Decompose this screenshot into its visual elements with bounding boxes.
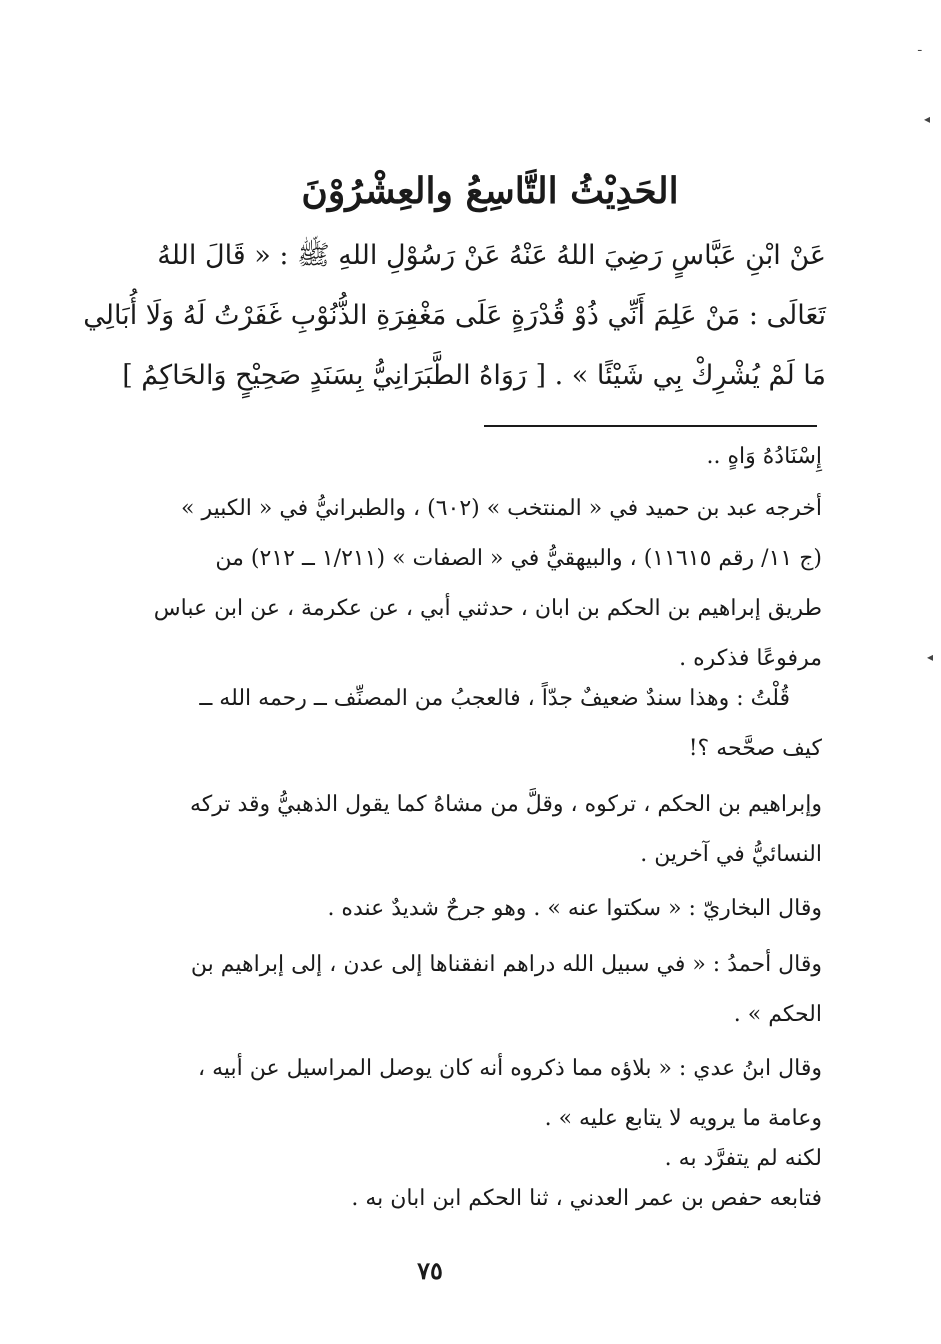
margin-mark: ـ	[918, 40, 922, 54]
footnote-divider	[484, 425, 817, 427]
isnad-note	[142, 432, 822, 482]
ibrahim-line: النسائيُّ في آخرين .	[640, 842, 822, 867]
ibn-adi-line: وعامة ما يرويه لا يتابع عليه » .	[544, 1106, 822, 1131]
hadith-title: الحَدِيْثُ التَّاسِعُ والعِشْرُوْنَ	[301, 170, 679, 212]
bukhari-paragraph	[142, 884, 822, 934]
hadith-line: مَا لَمْ يُشْرِكْ بِي شَيْئًا » . [ رَوَاهُ الطَّبَرَانِيُّ بِسَنَدٍ صَحِيْحٍ وَالحَاكِمُ ]	[122, 360, 826, 391]
lakinnahu-line: لكنه لم يتفرَّد به .	[664, 1146, 822, 1171]
ibn-adi-paragraph	[142, 1044, 822, 1144]
tabaahu-line: فتابعه حفص بن عمر العدني ، ثنا الحكم ابن ابان به .	[351, 1186, 822, 1211]
hadith-text	[83, 226, 826, 406]
ahmad-line: وقال أحمدُ : « في سبيل الله دراهم انفقناها إلى عدن ، إلى إبراهيم بن	[190, 952, 822, 977]
margin-mark: ◂	[927, 650, 934, 664]
takhrij-paragraph	[142, 484, 822, 684]
ahmad-line: الحكم » .	[733, 1002, 822, 1027]
tabaahu-paragraph	[142, 1174, 822, 1224]
qultu-line: قُلْتُ : وهذا سندٌ ضعيفٌ جدّاً ، فالعجبُ من المصنِّف ــ رحمه الله ــ	[199, 686, 790, 711]
takhrij-line: مرفوعًا فذكره .	[679, 646, 822, 671]
hadith-line: تَعَالَى : مَنْ عَلِمَ أَنِّي ذُوْ قُدْرَةٍ عَلَى مَغْفِرَةِ الذُّنُوْبِ غَفَرْتُ لَهُ وَلَا أُبَالِي	[83, 300, 826, 331]
isnad-line: إِسْنَادُهُ وَاهٍ ..	[706, 444, 822, 469]
takhrij-line: (ج ١١/ رقم ١١٦١٥) ، والبيهقيُّ في « الصفات » (١/٢١١ ــ ٢١٢) من	[215, 546, 822, 571]
ibrahim-line: وإبراهيم بن الحكم ، تركوه ، وقلَّ من مشاهُ كما يقول الذهبيُّ وقد تركه	[189, 792, 822, 817]
qultu-line: كيف صحَّحه ؟!	[688, 736, 822, 761]
bukhari-line: وقال البخاريّ : « سكتوا عنه » . وهو جرحٌ شديدٌ عنده .	[327, 896, 822, 921]
takhrij-line: أخرجه عبد بن حميد في « المنتخب » (٦٠٢) ، والطبرانيُّ في « الكبير »	[181, 496, 822, 521]
qultu-paragraph	[142, 674, 822, 774]
page-number: ٧٥	[417, 1256, 443, 1285]
ibn-adi-line: وقال ابنُ عدي : « بلاؤه مما ذكروه أنه كان يوصل المراسيل عن أبيه ،	[197, 1056, 822, 1081]
ibrahim-paragraph	[142, 780, 822, 880]
hadith-line: عَنْ ابْنِ عَبَّاسٍ رَضِيَ اللهُ عَنْهُ عَنْ رَسُوْلِ اللهِ ﷺ : « قَالَ اللهُ	[157, 240, 826, 271]
ahmad-paragraph	[142, 940, 822, 1040]
takhrij-line: طريق إبراهيم بن الحكم بن ابان ، حدثني أبي ، عن عكرمة ، عن ابن عباس	[153, 596, 822, 621]
margin-mark: ◂	[924, 112, 931, 126]
